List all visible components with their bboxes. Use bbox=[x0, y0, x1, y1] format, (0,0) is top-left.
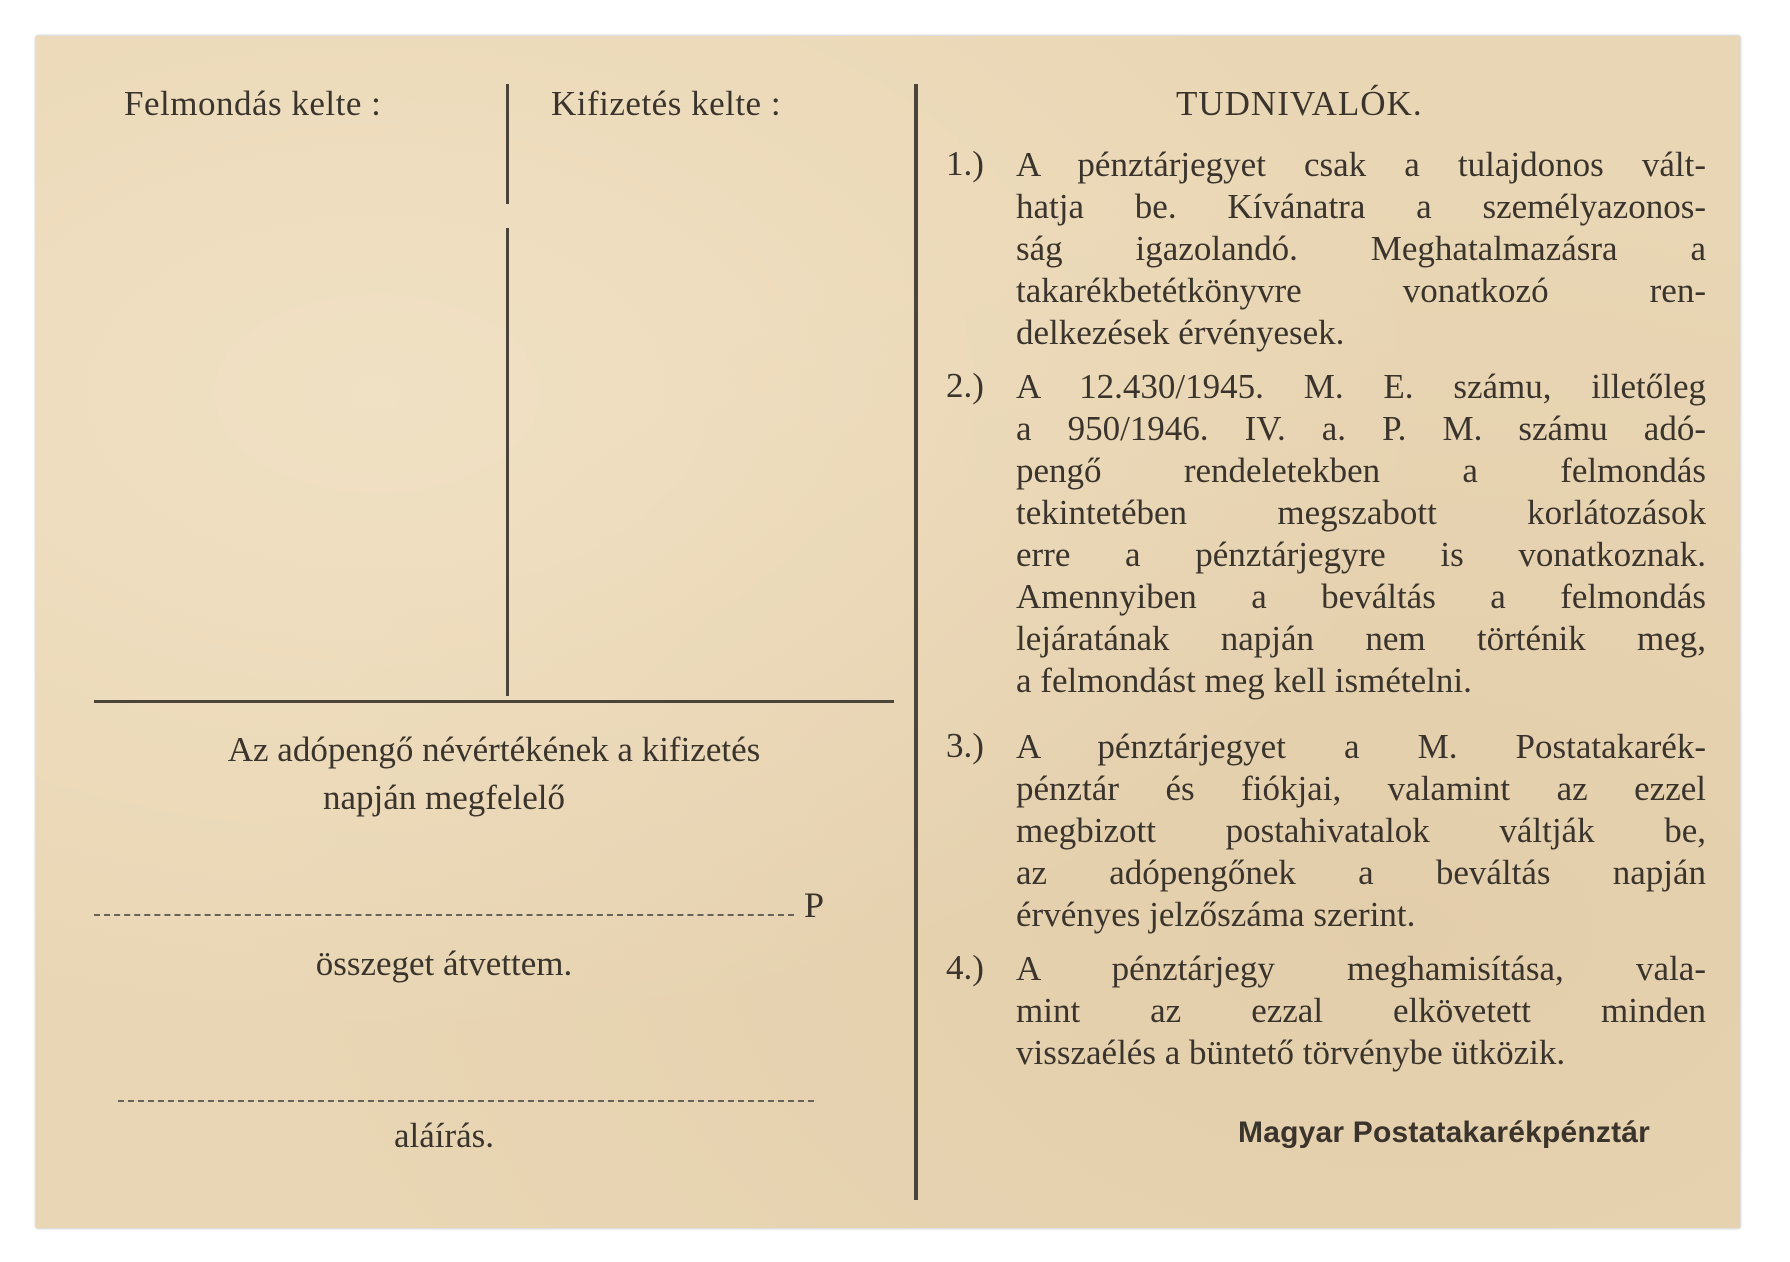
note-line: erre a pénztárjegyre is vonatkoznak. bbox=[1016, 535, 1706, 574]
note-line: A pénztárjegyet a M. Postatakarék- bbox=[1016, 727, 1706, 766]
notes-title: TUDNIVALÓK. bbox=[1176, 84, 1423, 123]
pengo-unit: P bbox=[804, 885, 825, 925]
note-line: Amennyiben a beváltás a felmondás bbox=[1016, 577, 1706, 616]
amount-field bbox=[94, 914, 794, 916]
receipt-line-3: összeget átvettem. bbox=[315, 944, 573, 983]
note-line: tekintetében megszabott korlátozások bbox=[1016, 493, 1706, 532]
note-number: 3.) bbox=[946, 726, 984, 765]
note-line: az adópengőnek a beváltás napján bbox=[1016, 853, 1706, 892]
note-line: visszaélés a büntető törvénybe ütközik. bbox=[1016, 1033, 1566, 1072]
note-line: a felmondást meg kell ismételni. bbox=[1016, 661, 1472, 700]
note-line: A pénztárjegyet csak a tulajdonos vált- bbox=[1016, 145, 1706, 184]
note-line: A pénztárjegy meghamisítása, vala- bbox=[1016, 949, 1706, 988]
note-number: 2.) bbox=[946, 366, 984, 405]
note-line: pénztár és fiókjai, valamint az ezzel bbox=[1016, 769, 1706, 808]
note-number: 4.) bbox=[946, 948, 984, 987]
note-line: A 12.430/1945. M. E. számu, illetőleg bbox=[1016, 367, 1706, 406]
note-line: lejáratának napján nem történik meg, bbox=[1016, 619, 1706, 658]
date-box-bottom-rule bbox=[94, 700, 894, 703]
cancellation-date-label: Felmondás kelte : bbox=[124, 84, 382, 123]
note-line: takarékbetétkönyvre vonatkozó ren- bbox=[1016, 271, 1706, 310]
date-box-divider-bottom bbox=[506, 228, 509, 696]
note-line: ság igazolandó. Meghatalmazásra a bbox=[1016, 229, 1706, 268]
payout-date-label: Kifizetés kelte : bbox=[551, 84, 782, 123]
signature-field bbox=[118, 1100, 814, 1102]
main-column-divider bbox=[914, 84, 918, 1200]
receipt-line-1: Az adópengő névértékének a kifizetés bbox=[227, 730, 761, 769]
note-line: delkezések érvényesek. bbox=[1016, 313, 1345, 352]
note-line: megbizott postahivatalok váltják be, bbox=[1016, 811, 1706, 850]
issuer-name: Magyar Postatakarékpénztár bbox=[1238, 1116, 1651, 1149]
note-line: mint az ezzal elkövetett minden bbox=[1016, 991, 1706, 1030]
savings-ticket-back bbox=[36, 36, 1740, 1228]
note-line: pengő rendeletekben a felmondás bbox=[1016, 451, 1706, 490]
date-box-divider-top bbox=[506, 84, 509, 204]
note-line: a 950/1946. IV. a. P. M. számu adó- bbox=[1016, 409, 1706, 448]
signature-label: aláírás. bbox=[393, 1116, 495, 1155]
note-line: hatja be. Kívánatra a személyazonos- bbox=[1016, 187, 1706, 226]
note-number: 1.) bbox=[946, 144, 984, 183]
receipt-line-2: napján megfelelő bbox=[323, 778, 565, 817]
note-line: érvényes jelzőszáma szerint. bbox=[1016, 895, 1416, 934]
